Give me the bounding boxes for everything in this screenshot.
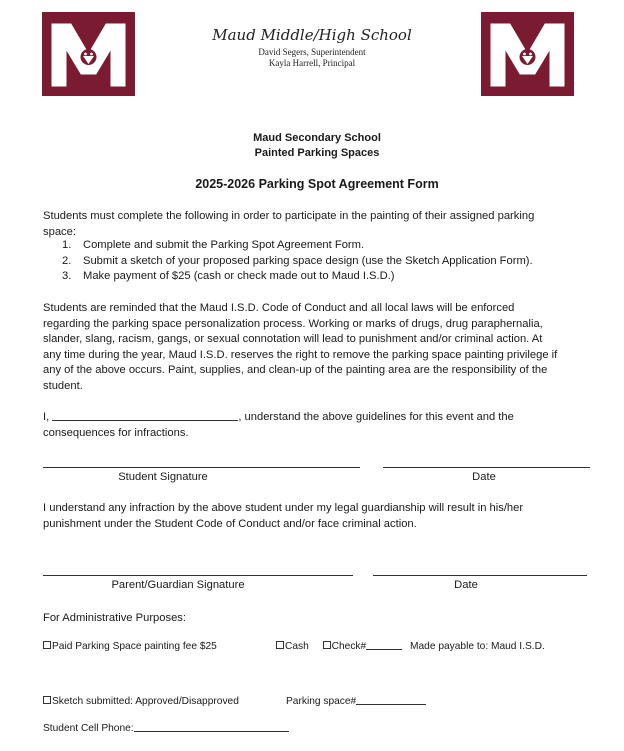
payment-method-row <box>276 641 402 652</box>
fee-paid-checkbox[interactable] <box>43 641 51 649</box>
student-name-field[interactable] <box>52 420 238 421</box>
parking-space-row <box>286 696 426 707</box>
superintendent-line: David Segers, Superintendent <box>258 47 366 57</box>
cell-phone-field[interactable] <box>134 731 289 732</box>
fee-row <box>43 641 217 652</box>
conduct-line: any of the above occurs. Paint, supplies, and clean-up of the painting area are the responsibility of the <box>43 364 548 377</box>
steps-list <box>62 238 533 285</box>
cell-phone-row <box>43 723 289 734</box>
agreement-line <box>43 410 514 426</box>
guardian-signature-line[interactable] <box>43 575 353 576</box>
guardian-statement <box>43 501 523 532</box>
conduct-line: regarding the parking space personalization process. Working or marks of drugs, drug paraphernalia, <box>43 317 543 330</box>
intro-line: Students must complete the following in order to participate in the painting of their assigned parking <box>43 210 535 222</box>
conduct-line: student. <box>43 379 83 392</box>
guardian-signature-label: Parent/Guardian Signature <box>111 579 245 591</box>
guardian-date-line[interactable] <box>373 575 587 576</box>
agreement-line-2: consequences for infractions. <box>43 426 189 439</box>
form-title: 2025-2026 Parking Spot Agreement Form <box>195 177 439 191</box>
cash-label: Cash <box>285 641 309 652</box>
student-date-label: Date <box>472 471 496 483</box>
cell-phone-label: Student Cell Phone: <box>43 723 134 734</box>
step-text: Make payment of $25 (cash or check made out to Maud I.S.D.) <box>83 270 395 283</box>
conduct-line: any time during the year, Maud I.S.D. reserves the right to remove the parking space painting privilege if <box>43 348 558 361</box>
school-name: Maud Middle/High School <box>212 26 412 44</box>
parking-space-label: Parking space# <box>286 696 357 707</box>
intro-line: space: <box>43 225 76 238</box>
subheading-school: Maud Secondary School <box>253 132 381 144</box>
guardian-line: I understand any infraction by the above student under my legal guardianship will result in his/her <box>43 502 524 514</box>
student-date-line[interactable] <box>383 467 590 468</box>
student-signature-line[interactable] <box>43 467 360 468</box>
payable-to: Made payable to: Maud I.S.D. <box>410 641 545 652</box>
admin-heading: For Administrative Purposes: <box>43 612 187 624</box>
principal-line: Kayla Harrell, Principal <box>268 58 356 68</box>
cash-checkbox[interactable] <box>276 641 284 649</box>
agreement-statement <box>43 410 514 441</box>
step-number: 2. <box>62 254 72 267</box>
conduct-line: slander, slang, racism, gangs, or sexual connotation will lead to punishment and/or criminal action. At <box>43 333 543 346</box>
intro-paragraph <box>43 209 534 240</box>
agreement-prefix: I, <box>43 411 50 423</box>
check-number-field[interactable] <box>366 649 402 650</box>
list-item <box>62 238 533 254</box>
step-text: Complete and submit the Parking Spot Agreement Form. <box>83 239 365 251</box>
guardian-line: punishment under the Student Code of Conduct and/or face criminal action. <box>43 517 417 530</box>
step-number: 3. <box>62 270 72 283</box>
sketch-submitted-label: Sketch submitted: Approved/Disapproved <box>52 696 239 707</box>
list-item <box>62 254 533 270</box>
student-signature-label: Student Signature <box>118 471 208 483</box>
check-label: Check# <box>331 641 367 652</box>
agreement-suffix: , understand the above guidelines for this event and the <box>238 411 514 423</box>
parking-space-field[interactable] <box>356 704 426 705</box>
sketch-row <box>43 696 239 707</box>
subheading-program: Painted Parking Spaces <box>254 147 380 159</box>
sketch-submitted-checkbox[interactable] <box>43 696 51 704</box>
check-checkbox[interactable] <box>323 641 331 649</box>
list-item <box>62 269 533 285</box>
step-text: Submit a sketch of your proposed parking space design (use the Sketch Application Form). <box>83 254 533 267</box>
conduct-line: Students are reminded that the Maud I.S.D. Code of Conduct and all local laws will be enforced <box>43 302 515 314</box>
fee-paid-label: Paid Parking Space painting fee $25 <box>52 641 217 652</box>
guardian-date-label: Date <box>454 579 478 591</box>
conduct-paragraph <box>43 301 557 395</box>
step-number: 1. <box>62 239 72 251</box>
